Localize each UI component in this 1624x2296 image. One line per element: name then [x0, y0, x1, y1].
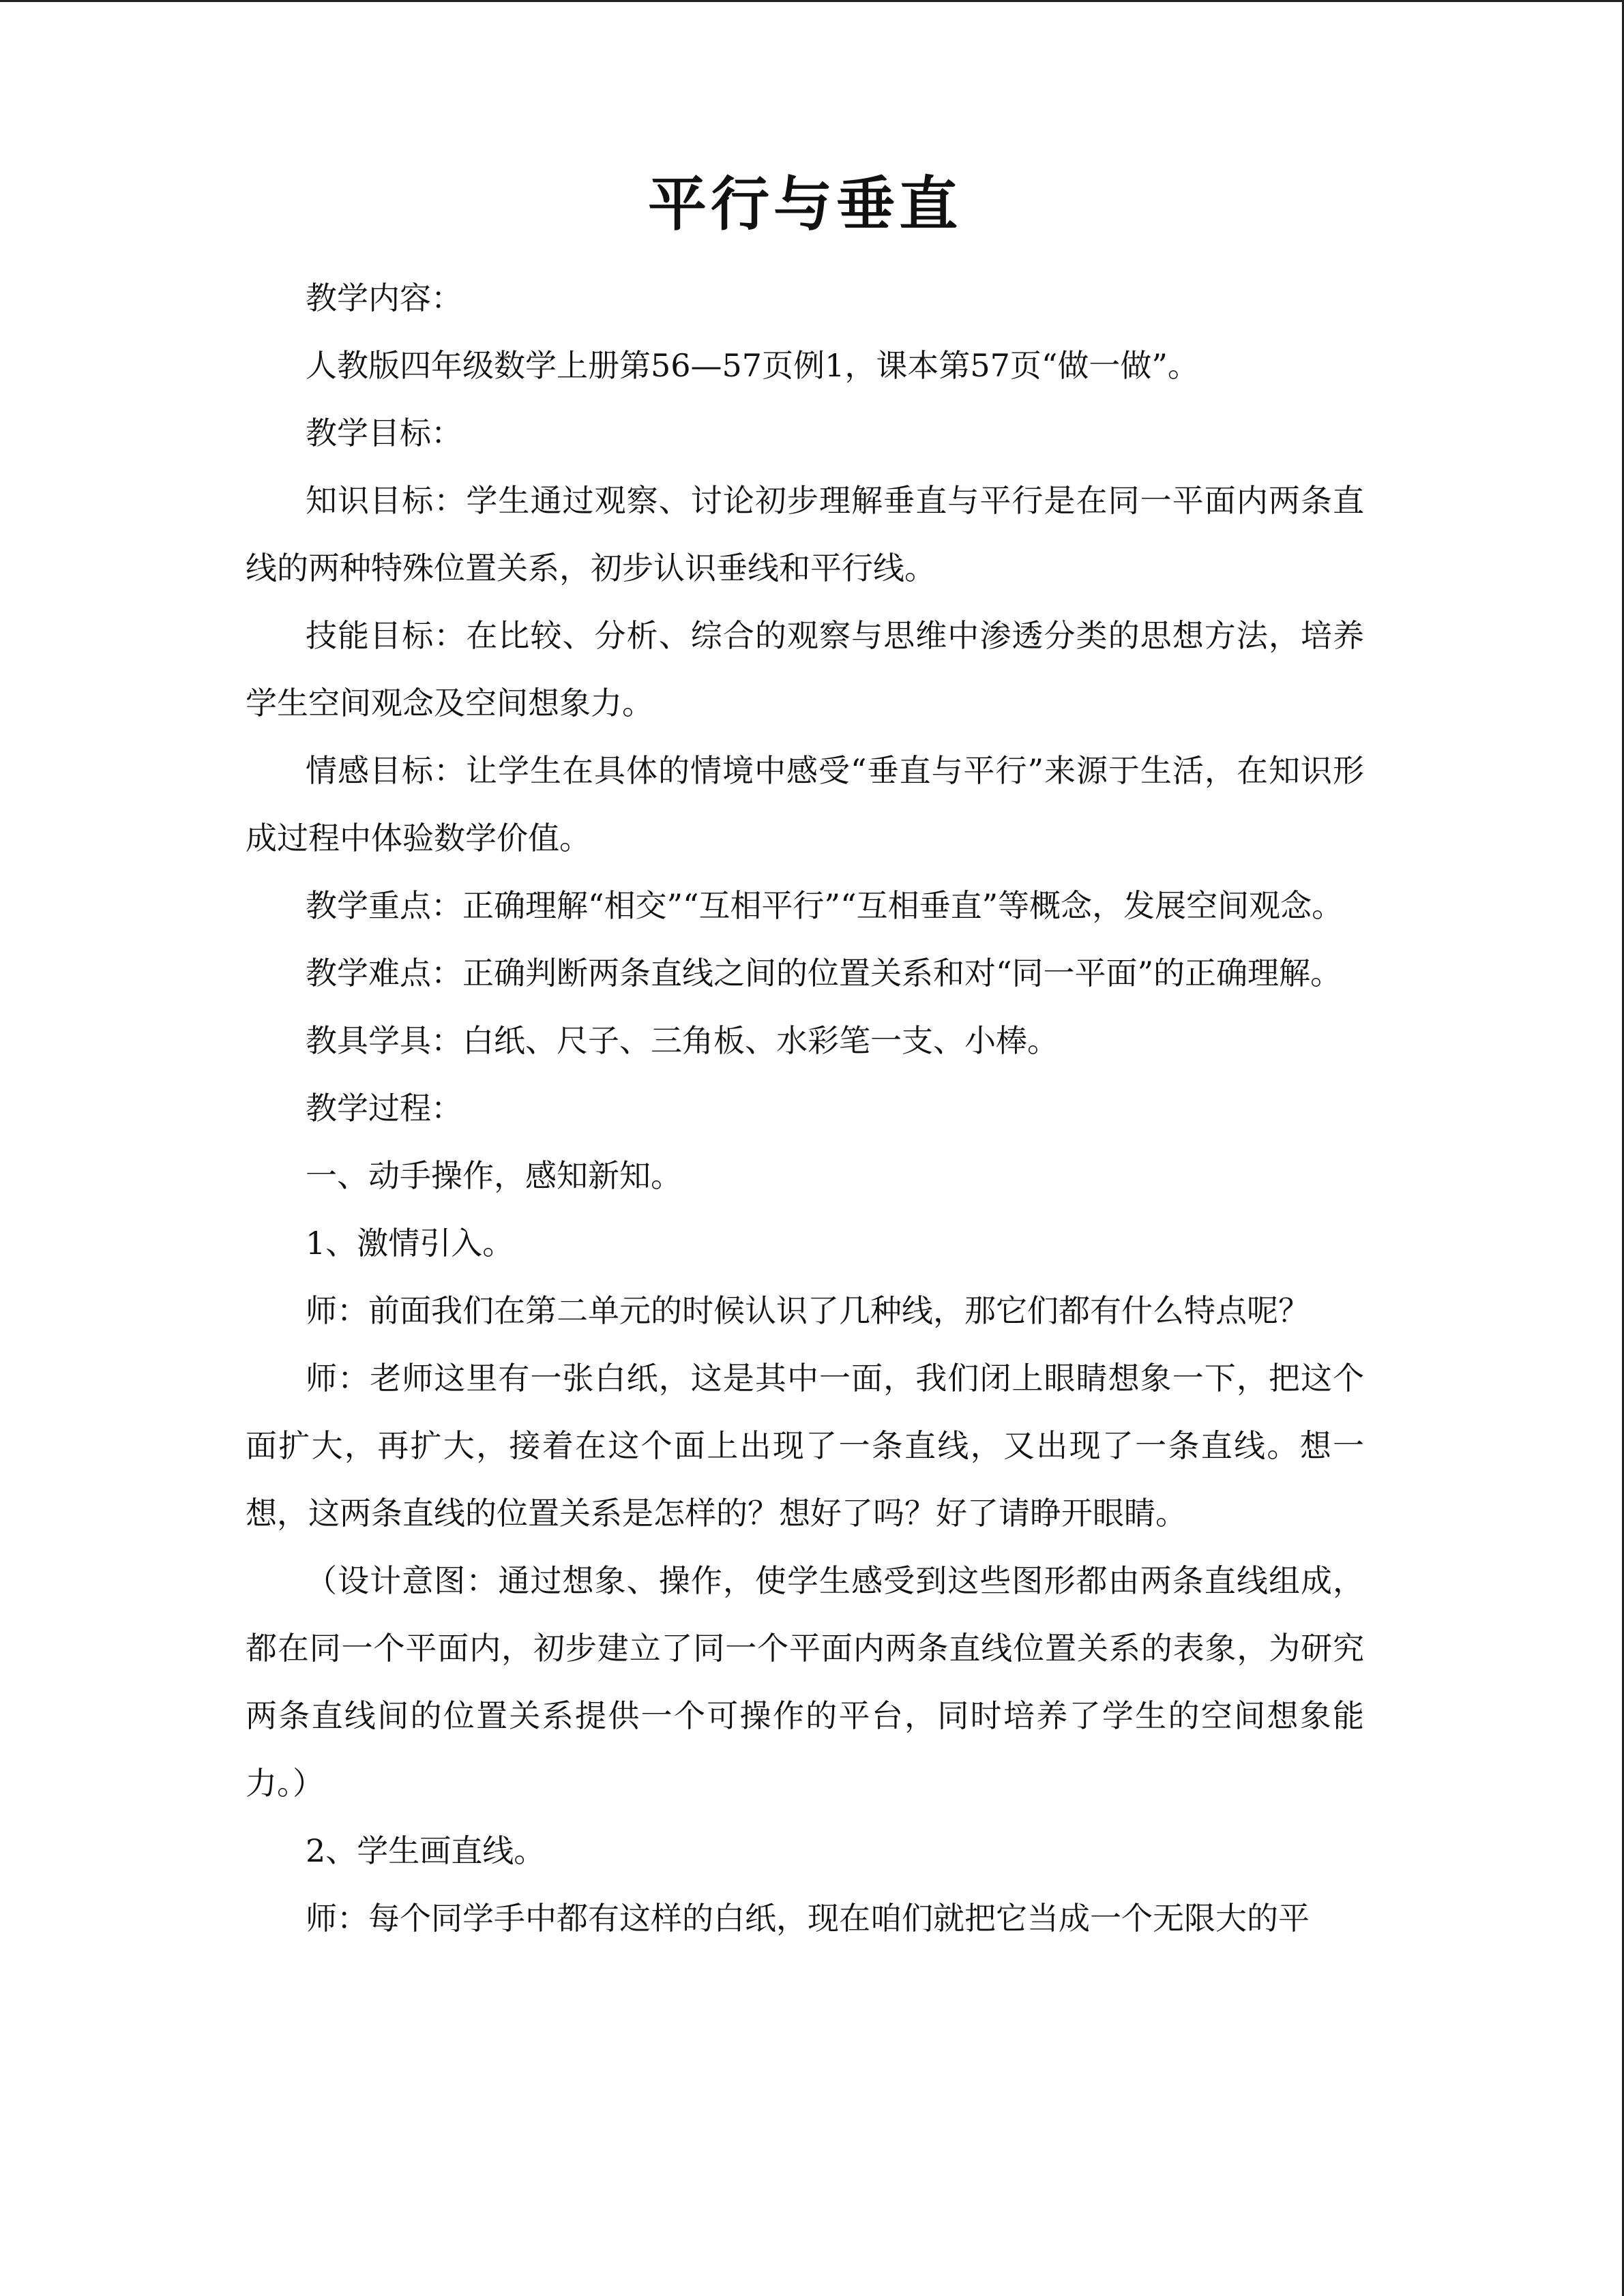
- paragraph-design-intent: （设计意图：通过想象、操作，使学生感受到这些图形都由两条直线组成，都在同一个平面内，初步建立了同一个平面内两条直线位置关系的表象，为研究两条直线间的位置关系提供一个可操作的平台，同时培养了学生的空间想象能力。）: [246, 1562, 1364, 1802]
- page-title: 平行与垂直: [648, 170, 962, 239]
- paragraph-content: 人教版四年级数学上册第56—57页例1，课本第57页“做一做”。: [306, 347, 1199, 384]
- paragraph-knowledge-objective: 知识目标：学生通过观察、讨论初步理解垂直与平行是在同一平面内两条直线的两种特殊位置关系，初步认识垂线和平行线。: [246, 482, 1364, 586]
- step-heading-1: 1、激情引入。: [306, 1225, 514, 1262]
- paragraph-key-points: 教学重点：正确理解“相交”“互相平行”“互相垂直”等概念，发展空间观念。: [306, 887, 1344, 924]
- section-heading-part-one: 一、动手操作，感知新知。: [306, 1157, 682, 1194]
- paragraph-teacher-1: 师：前面我们在第二单元的时候认识了几种线，那它们都有什么特点呢？: [306, 1292, 1310, 1329]
- paragraph-emotion-objective: 情感目标：让学生在具体的情境中感受“垂直与平行”来源于生活，在知识形成过程中体验数学价值。: [246, 752, 1364, 856]
- step-heading-2: 2、学生画直线。: [306, 1832, 546, 1869]
- paragraph-skill-objective: 技能目标：在比较、分析、综合的观察与思维中渗透分类的思想方法，培养学生空间观念及空间想象力。: [246, 617, 1364, 721]
- section-heading-process: 教学过程：: [306, 1090, 462, 1127]
- paragraph-materials: 教具学具：白纸、尺子、三角板、水彩笔一支、小棒。: [306, 1022, 1059, 1059]
- section-heading-content: 教学内容：: [306, 280, 462, 316]
- document-page: [246, 150, 1364, 1952]
- paragraph-difficulties: 教学难点：正确判断两条直线之间的位置关系和对“同一平面”的正确理解。: [306, 955, 1342, 992]
- paragraph-teacher-3: 师：每个同学手中都有这样的白纸，现在咱们就把它当成一个无限大的平: [306, 1900, 1310, 1937]
- section-heading-objectives: 教学目标：: [306, 415, 462, 451]
- page-border-top: [0, 0, 1624, 2]
- paragraph-teacher-2: 师：老师这里有一张白纸，这是其中一面，我们闭上眼睛想象一下，把这个面扩大，再扩大，接着在这个面上出现了一条直线，又出现了一条直线。想一想，这两条直线的位置关系是怎样的？想好了吗？好了请睁开眼睛。: [246, 1360, 1364, 1532]
- document-body: [246, 265, 1364, 1952]
